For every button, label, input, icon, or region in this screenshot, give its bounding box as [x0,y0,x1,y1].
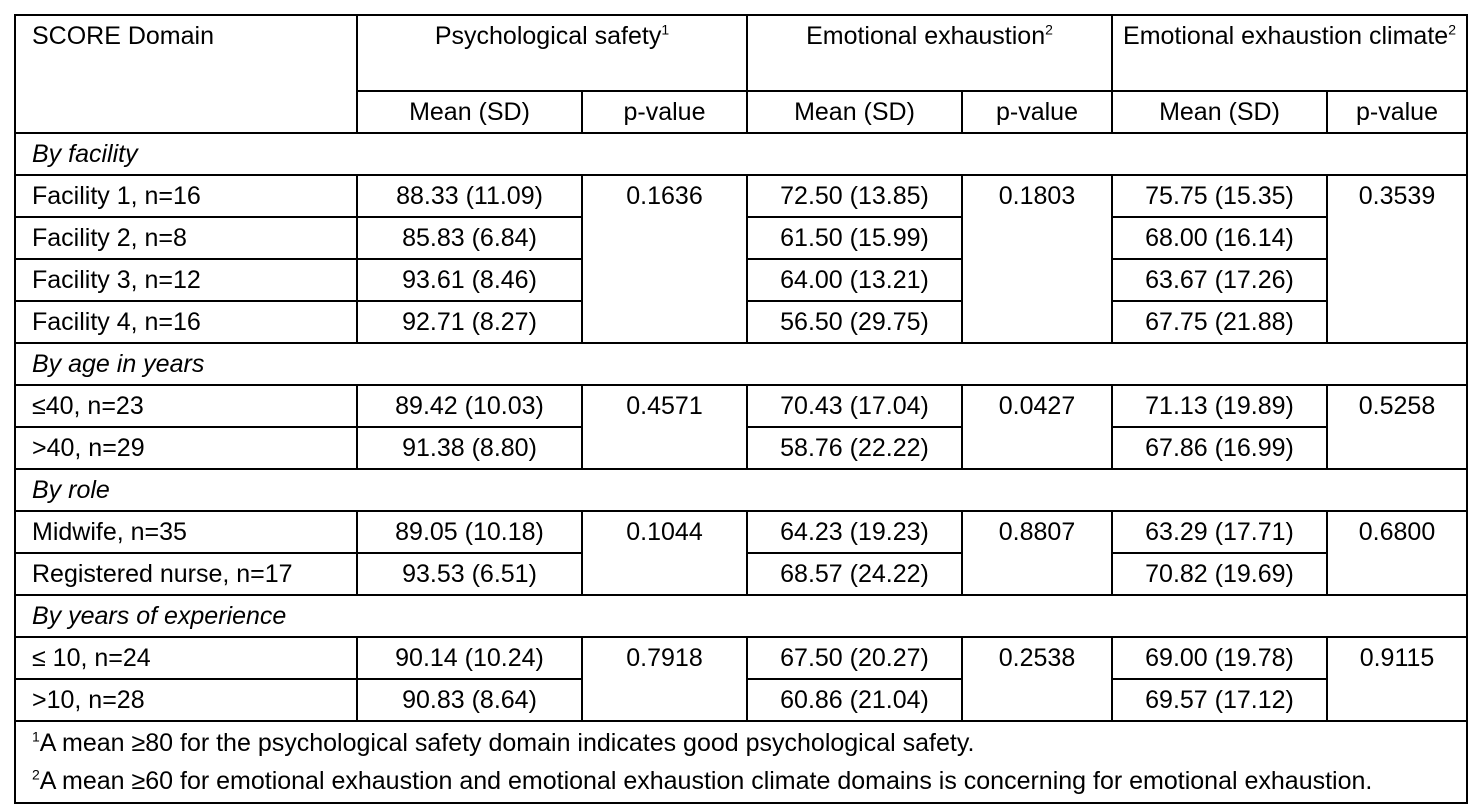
ps-mean-cell: 90.14 (10.24) [357,637,582,679]
row-label: Facility 2, n=8 [15,217,357,259]
score-domain-header: SCORE Domain [15,15,357,133]
ee-mean-cell: 64.23 (19.23) [747,511,962,553]
section-title: By role [15,469,1467,511]
ee-pvalue-cell: 0.2538 [962,637,1112,721]
ee-mean-cell: 68.57 (24.22) [747,553,962,595]
row-label: Registered nurse, n=17 [15,553,357,595]
row-label: >40, n=29 [15,427,357,469]
ps-pvalue-cell: 0.7918 [582,637,747,721]
row-label: Facility 4, n=16 [15,301,357,343]
emotional-exhaustion-climate-header: Emotional exhaustion climate$^2$ [1112,15,1467,91]
row-label: >10, n=28 [15,679,357,721]
ps-mean-cell: 92.71 (8.27) [357,301,582,343]
eec-pvalue-cell: 0.6800 [1327,511,1467,595]
ee-mean-cell: 64.00 (13.21) [747,259,962,301]
row-label: ≤40, n=23 [15,385,357,427]
ee-mean-header: Mean (SD) [747,91,962,133]
eec-mean-header: Mean (SD) [1112,91,1327,133]
eec-mean-cell: 68.00 (16.14) [1112,217,1327,259]
footnotes-row [15,721,1467,803]
ee-pvalue-header: p-value [962,91,1112,133]
footnote-marker: 2 [32,766,40,783]
section-row [15,343,1467,385]
ee-pvalue-cell: 0.0427 [962,385,1112,469]
emotional-exhaustion-header: Emotional exhaustion$^2$ [747,15,1112,91]
eec-mean-cell: 75.75 (15.35) [1112,175,1327,217]
ps-mean-cell: 85.83 (6.84) [357,217,582,259]
eec-pvalue-cell: 0.9115 [1327,637,1467,721]
eec-pvalue-cell: 0.5258 [1327,385,1467,469]
table-row [15,385,1467,427]
table-row [15,511,1467,553]
ps-mean-cell: 93.61 (8.46) [357,259,582,301]
eec-pvalue-cell: 0.3539 [1327,175,1467,343]
ee-mean-cell: 56.50 (29.75) [747,301,962,343]
row-label: ≤ 10, n=24 [15,637,357,679]
row-label: Midwife, n=35 [15,511,357,553]
section-row [15,595,1467,637]
footnote [32,724,1460,762]
eec-mean-cell: 69.00 (19.78) [1112,637,1327,679]
ee-pvalue-cell: 0.8807 [962,511,1112,595]
footnote-text: A mean ≥60 for emotional exhaustion and emotional exhaustion climate domains is concerning for emotional exhaustion. [39,767,1373,795]
table-row [15,175,1467,217]
footnote-text: A mean ≥80 for the psychological safety domain indicates good psychological safety. [39,729,975,757]
section-title: By facility [15,133,1467,175]
ee-mean-cell: 58.76 (22.22) [747,427,962,469]
section-title: By years of experience [15,595,1467,637]
eec-mean-cell: 70.82 (19.69) [1112,553,1327,595]
row-label: Facility 3, n=12 [15,259,357,301]
eec-mean-cell: 63.67 (17.26) [1112,259,1327,301]
ps-mean-cell: 89.42 (10.03) [357,385,582,427]
eec-pvalue-header: p-value [1327,91,1467,133]
table-row [15,637,1467,679]
header-row-groups [15,15,1467,91]
ps-mean-header: Mean (SD) [357,91,582,133]
ps-mean-cell: 91.38 (8.80) [357,427,582,469]
ee-mean-cell: 67.50 (20.27) [747,637,962,679]
footnote [32,762,1460,800]
section-title: By age in years [15,343,1467,385]
ps-mean-cell: 93.53 (6.51) [357,553,582,595]
eec-mean-cell: 71.13 (19.89) [1112,385,1327,427]
row-label: Facility 1, n=16 [15,175,357,217]
ps-pvalue-cell: 0.1044 [582,511,747,595]
section-row [15,133,1467,175]
ee-mean-cell: 61.50 (15.99) [747,217,962,259]
eec-mean-cell: 67.86 (16.99) [1112,427,1327,469]
footnote-marker: 1 [32,728,40,745]
ee-pvalue-cell: 0.1803 [962,175,1112,343]
ee-mean-cell: 72.50 (13.85) [747,175,962,217]
ps-pvalue-header: p-value [582,91,747,133]
eec-mean-cell: 63.29 (17.71) [1112,511,1327,553]
footnotes-cell [15,721,1467,803]
ps-mean-cell: 88.33 (11.09) [357,175,582,217]
ps-pvalue-cell: 0.4571 [582,385,747,469]
psychological-safety-header: Psychological safety$^1$ [357,15,747,91]
section-row [15,469,1467,511]
ee-mean-cell: 60.86 (21.04) [747,679,962,721]
ps-mean-cell: 89.05 (10.18) [357,511,582,553]
score-results-table [14,14,1468,804]
ps-pvalue-cell: 0.1636 [582,175,747,343]
ee-mean-cell: 70.43 (17.04) [747,385,962,427]
eec-mean-cell: 67.75 (21.88) [1112,301,1327,343]
ps-mean-cell: 90.83 (8.64) [357,679,582,721]
eec-mean-cell: 69.57 (17.12) [1112,679,1327,721]
